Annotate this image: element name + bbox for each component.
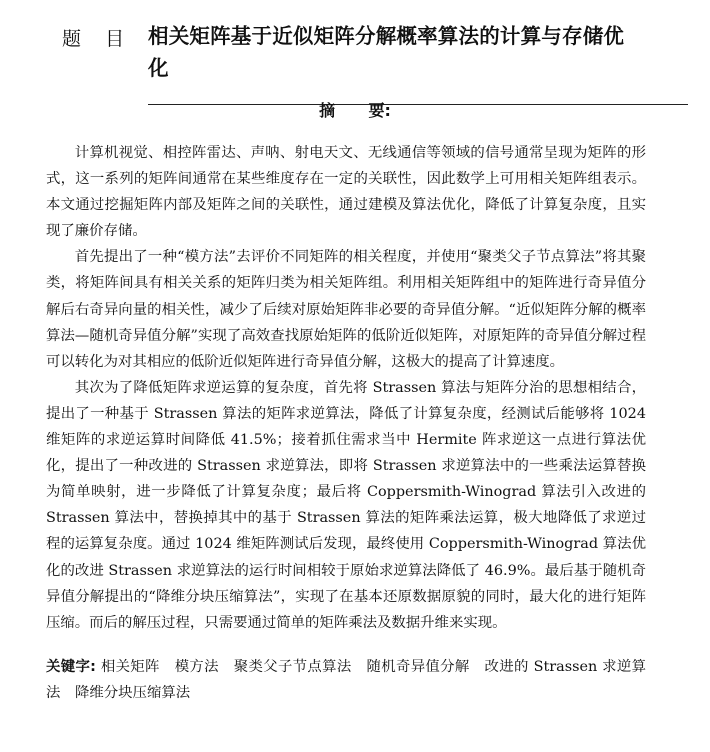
abstract-heading-label: 摘 要: [319,101,391,120]
abstract-heading [0,98,710,121]
abstract-body [46,140,646,636]
keywords-section [46,654,646,706]
title-label: 题 目 [62,28,125,50]
keyword-item: 模方法 [174,659,219,675]
abstract-paragraph-2: 首先提出了一种“模方法”去评价不同矩阵的相关程度，并使用“聚类父子节点算法”将其聚类，将矩阵间具有相关关系的矩阵归类为相关矩阵组。利用相关矩阵组中的矩阵进行奇异值分解后右奇异向量的相关性，减少了后续对原始矩阵非必要的奇异值分解。“近似矩阵分解的概率算法—随机奇异值分解”实现了高效查找原始矩阵的低阶近似矩阵，对原矩阵的奇异值分解过程可以转化为对其相应的低阶近似矩阵进行奇异值分解，这极大的提高了计算速度。 [46,249,646,370]
keyword-item: 相关矩阵 [100,659,160,675]
keyword-item: 随机奇异值分解 [366,659,470,675]
keyword-item: 改进的 Strassen 求逆算法 [46,659,647,702]
abstract-paragraph-3: 其次为了降低矩阵求逆运算的复杂度，首先将 Strassen 算法与矩阵分治的思想相结合，提出了一种基于 Strassen 算法的矩阵求逆算法，降低了计算复杂度，经测试后能够将 1024 维矩阵的求逆运算时间降低 41.5%；接着抓住需求当中 Hermite 阵求逆这一点进行算法优化，提出了一种改进的 Strassen 求逆算法，即将 Strassen 求逆算法中的一些乘法运算替换为简单映射，进一步降低了计算复杂度；最后将 Coppersmith-Winograd 算法引入改进的 Strassen 算法中，替换掉其中的基于 Strassen 算法的矩阵乘法运算，极大地降低了求逆过程的运算复杂度。通过 1024 维矩阵测试后发现，最终使用 Coppersmith-Winograd 算法优化的改进 Strassen 求逆算法的运行时间相较于原始求逆算法降低了 46.9%。最后基于随机奇异值分解提出的“降维分块压缩算法”，实现了在基本还原数据原貌的同时，最大化的进行矩阵压缩。而后的解压过程，只需要通过简单的矩阵乘法及数据升维来实现。 [46,379,646,631]
abstract-paragraph-1: 计算机视觉、相控阵雷达、声呐、射电天文、无线通信等领域的信号通常呈现为矩阵的形式，这一系列的矩阵间通常在某些维度存在一定的关联性，因此数学上可用相关矩阵组表示。本文通过挖掘矩阵内部及矩阵之间的关联性，通过建模及算法优化，降低了计算复杂度，且实现了廉价存储。 [46,145,646,240]
keyword-item: 聚类父子节点算法 [233,659,352,675]
keyword-item: 降维分块压缩算法 [74,685,191,702]
keywords-label: 关键字: [46,659,96,675]
paper-title: 相关矩阵基于近似矩阵分解概率算法的计算与存储优化 [148,24,625,80]
